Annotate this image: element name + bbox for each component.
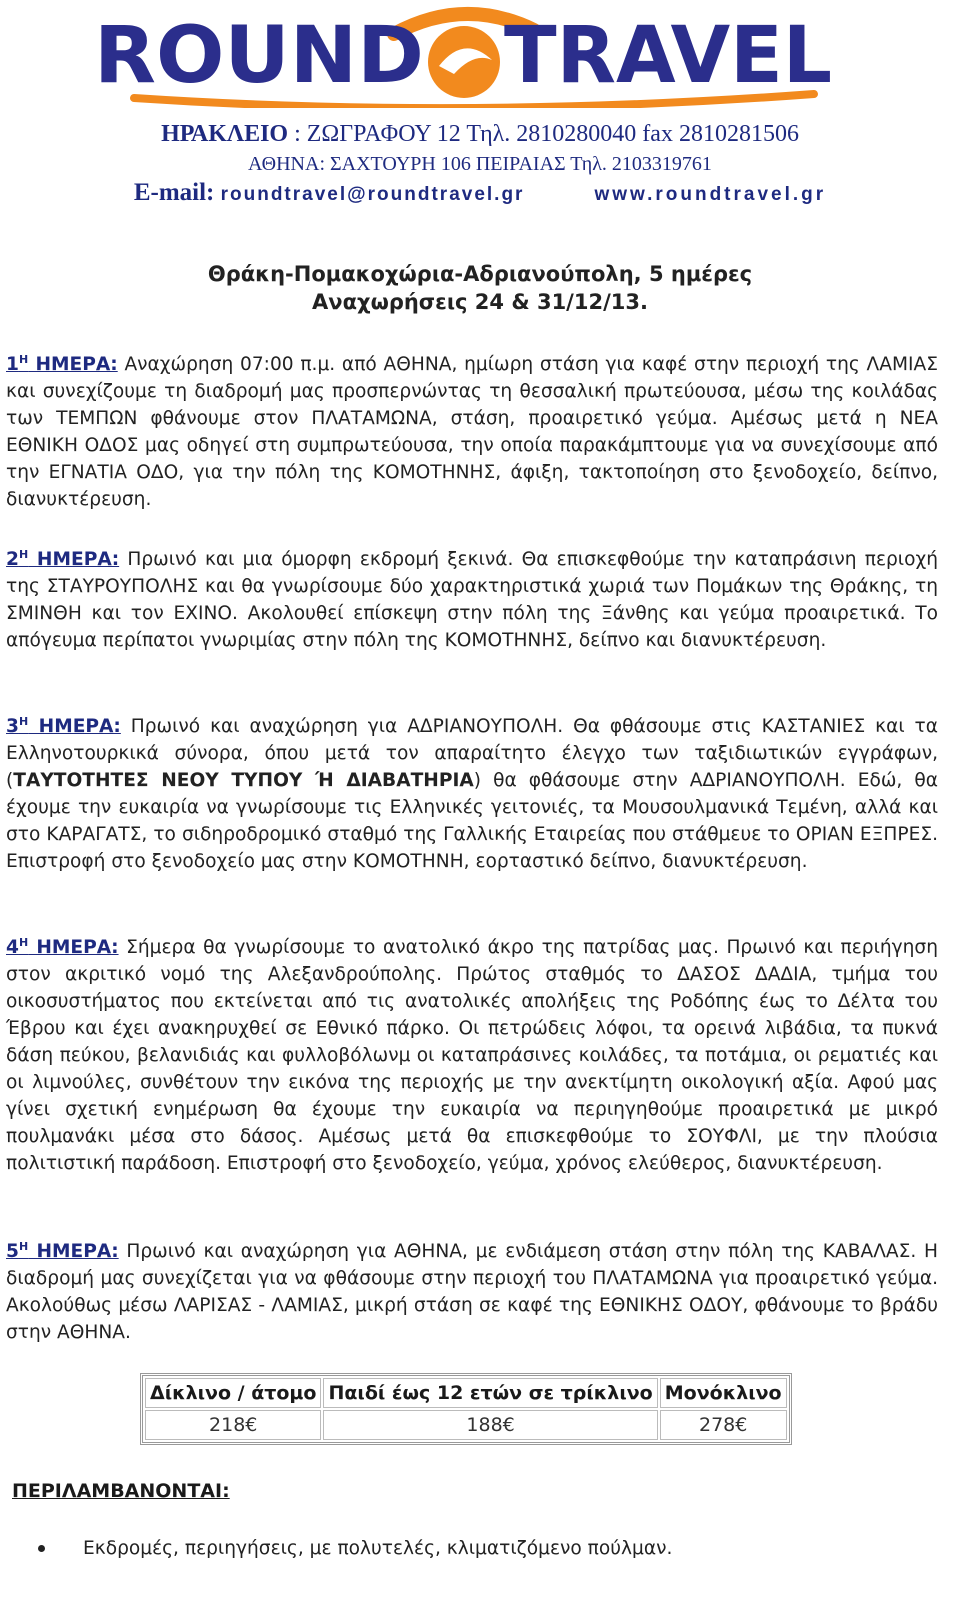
price-header-single: Μονόκλινο xyxy=(660,1378,787,1408)
website-link[interactable]: www.roundtravel.gr xyxy=(594,184,827,205)
price-table xyxy=(140,1373,792,1445)
round-travel-logo xyxy=(94,4,834,108)
email-link[interactable]: roundtravel@roundtravel.gr xyxy=(220,184,525,205)
day-5-text: Πρωινό και αναχώρηση για ΑΘΗΝΑ, με ενδιάμεση στάση στην πόλη της ΚΑΒΑΛΑΣ. Η διαδρομή μας συνεχίζεται για να φθάσουμε στην περιοχή του ΠΛΑΤΑΜΩΝΑ για προαιρετικό γεύμα. Ακολούθως μέσω ΛΑΡΙΣΑΣ - ΛΑΜΙΑΣ, μικρή στάση σε καφέ της ΕΘΝΙΚΗΣ ΟΔΟΥ, φθάνουμε το βράδυ στην ΑΘΗΝΑ. xyxy=(6,1241,938,1344)
day-1-text: Αναχώρηση 07:00 π.μ. από ΑΘΗΝΑ, ημίωρη στάση για καφέ στην περιοχή της ΛΑΜΙΑΣ και συνεχίζουμε τη διαδρομή μας προσπερνώντας τη θεσσαλική πρωτεύουσα, μέσω της κοιλάδας των ΤΕΜΠΩΝ φθάνουμε στον ΠΛΑΤΑΜΩΝΑ, στάση, προαιρετικό γεύμα. Αμέσως μετά η ΝΕΑ ΕΘΝΙΚΗ ΟΔΟΣ μας οδηγεί στη συμπρωτεύουσα, την οποία παρακάμπτουμε για να συνεχίσουμε από την ΕΓΝΑΤΙΑ ΟΔΟ, για την πόλη της ΚΟΜΟΤΗΝΗΣ, άφιξη, τακτοποίηση στο ξενοδοχείο, δείπνο, διανυκτέρευση. xyxy=(6,354,938,511)
day-2-text: Πρωινό και μια όμορφη εκδρομή ξεκινά. Θα επισκεφθούμε την καταπράσινη περιοχή της ΣΤΑΥΡΟΥΠΟΛΗΣ και θα γνωρίσουμε δύο χαρακτηριστικά χωριά των Πομάκων της Θράκης, τη ΣΜΙΝΘΗ και τον ΕΧΙΝΟ. Ακολουθεί επίσκεψη στην πόλη της Ξάνθης και γεύμα προαιρετικά. Το απόγευμα περίπατοι γνωριμίας στην πόλη της ΚΟΜΟΤΗΝΗΣ, δείπνο και διανυκτέρευση. xyxy=(6,549,939,652)
day-5-heading: $5^H$ ΗΜΕΡΑ: xyxy=(6,1240,119,1263)
price-header-double: Δίκλινο / άτομο xyxy=(145,1378,321,1408)
day-3-text-a: Πρωινό και αναχώρηση για ΑΔΡΙΑΝΟΥΠΟΛΗ. Θα φθάσουμε στις ΚΑΣΤΑΝΙΕΣ και τα Ελληνοτουρκικά σύνορα, όπου μετά τον απαραίτητο έλεγχο των ταξιδιωτικών εγγράφων, ( xyxy=(6,716,938,792)
day-2-paragraph xyxy=(6,541,938,654)
email-label: E-mail: xyxy=(133,179,221,206)
includes-item-text: Εκδρομές, περιηγήσεις, με πολυτελές, κλιματιζόμενο πούλμαν. xyxy=(83,1538,673,1559)
day-1-heading: $1^H$ ΗΜΕΡΑ: xyxy=(6,353,118,376)
tour-title: Θράκη-Πομακοχώρια-Αδριανούπολη, 5 ημέρες xyxy=(207,262,753,286)
price-header-child: Παιδί έως 12 ετών σε τρίκλινο xyxy=(323,1378,657,1408)
price-single: 278€ xyxy=(660,1410,787,1440)
day-4-paragraph xyxy=(6,929,938,1177)
tour-departures: Αναχωρήσεις 24 & 31/12/13. xyxy=(312,290,648,314)
includes-heading: ΠΕΡΙΛΑΜΒΑΝΟΝΤΑΙ: xyxy=(12,1480,230,1502)
day-5-paragraph xyxy=(6,1233,938,1346)
price-child: 188€ xyxy=(323,1410,657,1440)
address-heraklion: : ΖΩΓΡΑΦΟΥ 12 Τηλ. 2810280040 fax 2810281506 xyxy=(288,121,799,147)
day-2-heading: $2^H$ ΗΜΕΡΑ: xyxy=(6,548,120,571)
day-1-paragraph xyxy=(6,346,938,513)
svg-text:ROUND: ROUND xyxy=(94,11,424,101)
city-heraklion: ΗΡΑΚΛΕΙΟ xyxy=(161,121,289,147)
includes-list xyxy=(38,1538,938,1559)
day-4-text: Σήμερα θα γνωρίσουμε το ανατολικό άκρο της πατρίδας μας. Πρωινό και περιήγηση στον ακριτικό νομό της Αλεξανδρούπολης. Πρώτος σταθμός το ΔΑΣΟΣ ΔΑΔΙΑ, τμήμα του οικοσυστήματος που εκτείνεται από τις ανατολικές απολήξεις της Ροδόπης έως το Δέλτα του Έβρου και έχει ανακηρυχθεί σε Εθνικό πάρκο. Οι πετρώδεις λόφοι, τα ορεινά λιβάδια, τα πυκνά δάση πεύκου, βελανιδιάς και φυλλοβόλωνμ οι καταπράσινες κοιλάδες, τα ποτάμια, οι ρεματιές και οι λιμνούλες, συνθέτουν την εικόνα της περιοχής με την ανεκτίμητη οικολογική αξία. Αφού μας γίνει σχετική ενημέρωση θα έχουμε την ευκαιρία να περιηγηθούμε προαιρετικά με μικρό πουλμανάκι μέσα στο δάσος. Αμέσως μετά θα επισκεφθούμε το ΣΟΥΦΛΙ, με την πλούσια πολιτιστική παράδοση. Επιστροφή στο ξενοδοχείο, γεύμα, χρόνος ελεύθερος, διανυκτέρευση. xyxy=(6,937,938,1175)
price-value-row xyxy=(145,1410,787,1440)
day-4-heading: $4^H$ ΗΜΕΡΑ: xyxy=(6,936,119,959)
day-3-heading: $3^H$ ΗΜΕΡΑ: xyxy=(6,715,121,738)
day-3-documents-note: ΤΑΥΤΟΤΗΤΕΣ ΝΕΟΥ ΤΥΠΟΥ Ή ΔΙΑΒΑΤΗΡΙΑ xyxy=(13,770,474,792)
contact-line-athens: ΑΘΗΝΑ: ΣΑΧΤΟΥΡΗ 106 ΠΕΙΡΑΙΑΣ Τηλ. 2103319761 xyxy=(248,153,712,175)
svg-text:TRAVEL: TRAVEL xyxy=(504,11,832,101)
day-3-text-b: ) θα φθάσουμε στην ΑΔΡΙΑΝΟΥΠΟΛΗ. Εδώ, θα έχουμε την ευκαιρία να γνωρίσουμε τις Ελληνικές γειτονιές, τα Μουσουλμανικά Τεμένη, αλλά και στο ΚΑΡΑΓΑΤΣ, το σιδηροδρομικό σταθμό της Γαλλικής Εταιρείας που στάθμευε το ΟΡΙΑΝ ΕΞΠΡΕΣ. Επιστροφή στο ξενοδοχείο μας στην ΚΟΜΟΤΗΝΗ, εορταστικό δείπνο, διανυκτέρευση. xyxy=(6,770,939,873)
bullet-icon xyxy=(38,1545,45,1552)
price-double: 218€ xyxy=(145,1410,321,1440)
day-3-paragraph xyxy=(6,708,938,875)
contact-line-online xyxy=(0,178,960,207)
price-header-row xyxy=(145,1378,787,1408)
contact-line-heraklion xyxy=(0,121,960,148)
list-item xyxy=(38,1538,938,1559)
